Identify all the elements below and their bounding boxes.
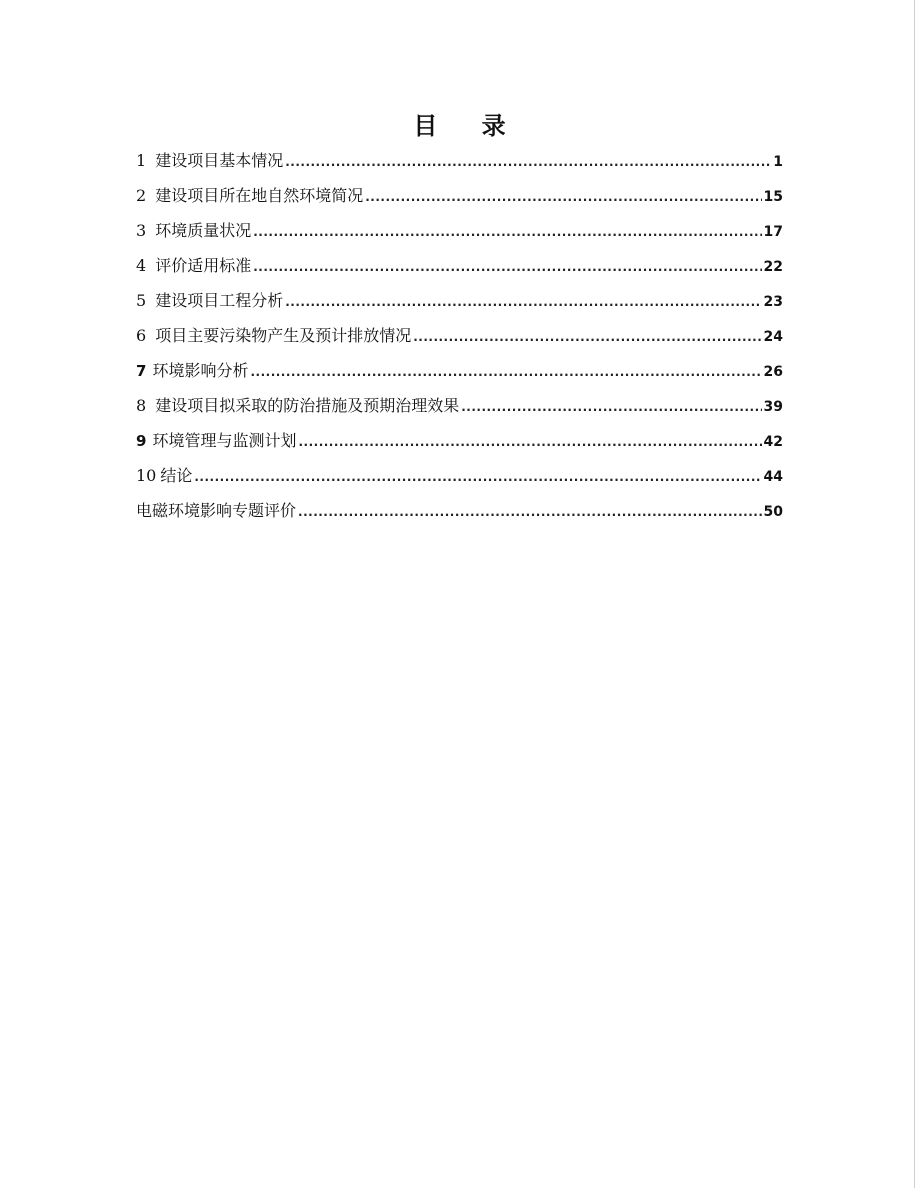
- dot-leader: [250, 355, 761, 390]
- dot-leader: [285, 285, 761, 320]
- entry-page-number: 39: [763, 399, 783, 415]
- entry-page-number: 50: [763, 504, 783, 520]
- entry-number: 9: [136, 432, 147, 450]
- toc-entry-1[interactable]: [136, 143, 783, 178]
- entry-title: 项目主要污染物产生及预计排放情况: [155, 326, 412, 345]
- toc-entry-8[interactable]: [136, 388, 783, 423]
- toc-entry-5[interactable]: [136, 283, 783, 318]
- dot-leader: [285, 145, 771, 180]
- entry-title: 建设项目所在地自然环境简况: [155, 186, 364, 205]
- toc-entry-2[interactable]: [136, 178, 783, 213]
- entry-title: 评价适用标准: [155, 256, 252, 275]
- entry-page-number: 1: [773, 154, 783, 170]
- entry-page-number: 17: [763, 224, 783, 240]
- entry-page-number: 23: [763, 294, 783, 310]
- entry-title: 建设项目基本情况: [155, 151, 284, 170]
- entry-number: 7: [136, 362, 147, 380]
- toc-entry-7[interactable]: [136, 353, 783, 388]
- toc-entry-9[interactable]: [136, 423, 783, 458]
- dot-leader: [298, 425, 761, 460]
- dot-leader: [253, 250, 761, 285]
- dot-leader: [413, 320, 761, 355]
- page-edge-line: [914, 0, 915, 1188]
- dot-leader: [365, 180, 761, 215]
- entry-number: 6: [136, 326, 147, 345]
- dot-leader: [461, 390, 761, 425]
- entry-title: 建设项目工程分析: [155, 291, 284, 310]
- entry-title: 建设项目拟采取的防治措施及预期治理效果: [155, 396, 460, 415]
- entry-number: 4: [136, 256, 147, 275]
- entry-number: 8: [136, 396, 147, 415]
- dot-leader: [298, 495, 762, 530]
- dot-leader: [194, 460, 761, 495]
- dot-leader: [253, 215, 761, 250]
- entry-page-number: 15: [763, 189, 783, 205]
- entry-page-number: 44: [763, 469, 783, 485]
- entry-title: 结论: [160, 466, 193, 485]
- toc-entry-4[interactable]: [136, 248, 783, 283]
- entry-page-number: 26: [763, 364, 783, 380]
- entry-number: 3: [136, 221, 147, 240]
- toc-entry-appendix[interactable]: [136, 493, 783, 528]
- toc-title: 目 录: [413, 111, 524, 140]
- toc-list: [136, 143, 783, 528]
- entry-title: 环境质量状况: [155, 221, 252, 240]
- entry-number: 1: [136, 151, 147, 170]
- entry-number: 2: [136, 186, 147, 205]
- toc-entry-10[interactable]: [136, 458, 783, 493]
- toc-entry-6[interactable]: [136, 318, 783, 353]
- entry-title: 电磁环境影响专题评价: [136, 501, 297, 520]
- table-of-contents: [136, 108, 783, 528]
- toc-entry-3[interactable]: [136, 213, 783, 248]
- entry-number: 10: [136, 466, 157, 485]
- entry-number: 5: [136, 291, 147, 310]
- entry-page-number: 42: [763, 434, 783, 450]
- entry-page-number: 24: [763, 329, 783, 345]
- entry-title: 环境管理与监测计划: [152, 431, 297, 450]
- entry-title: 环境影响分析: [152, 361, 249, 380]
- entry-page-number: 22: [763, 259, 783, 275]
